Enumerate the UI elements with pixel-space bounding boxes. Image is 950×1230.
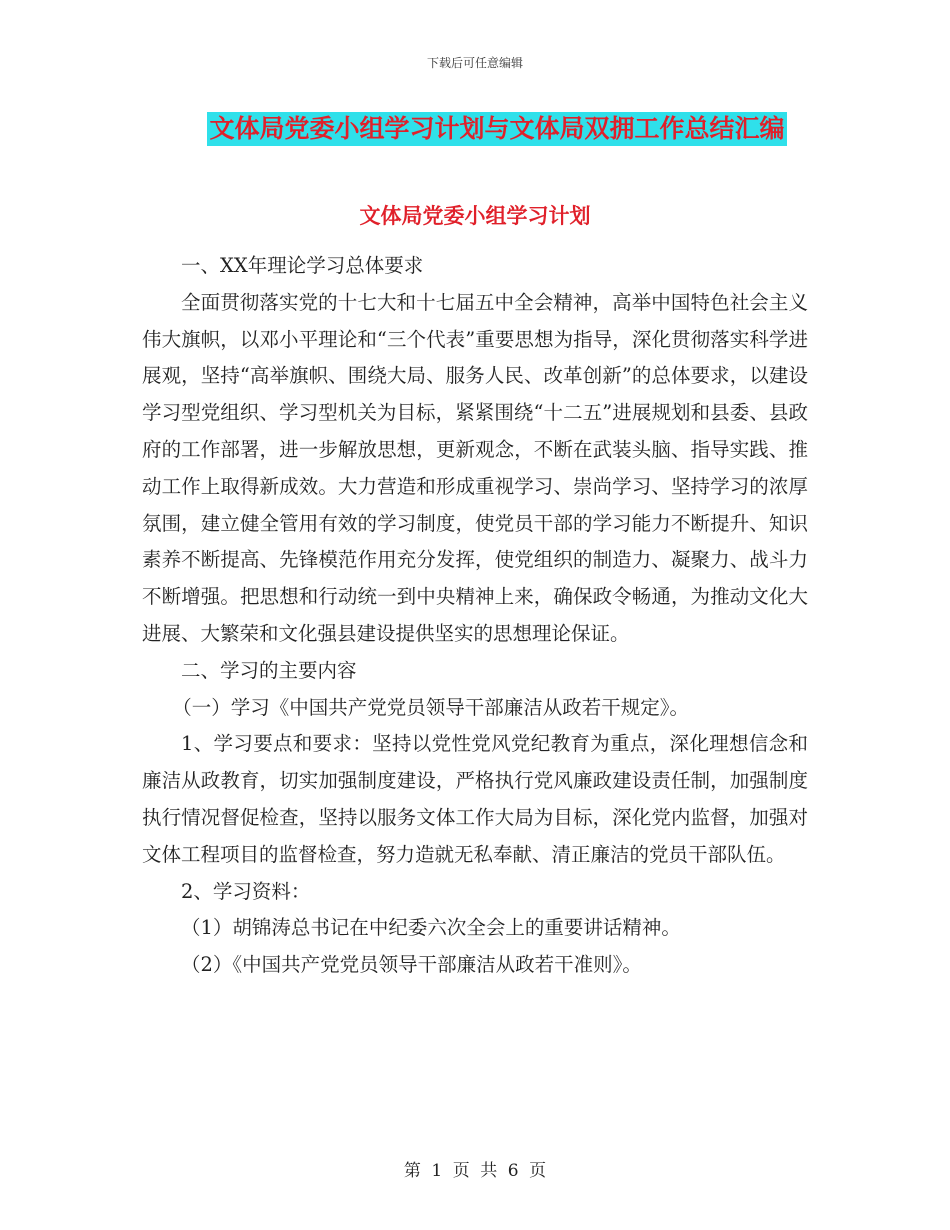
paragraph-requirements: 全面贯彻落实党的十七大和十七届五中全会精神，高举中国特色社会主义伟大旗帜，以邓小平理论和“三个代表”重要思想为指导，深化贯彻落实科学进展观，坚持“高举旗帜、围绕大局、服务人民、改革创新”的总体要求，以建设学习型党组织、学习型机关为目标，紧紧围绕“十二五”进展规划和县委、县政府的工作部署，进一步解放思想，更新观念，不断在武装头脑、指导实践、推动工作上取得新成效。大力营造和形成重视学习、崇尚学习、坚持学习的浓厚氛围，建立健全管用有效的学习制度，使党员干部的学习能力不断提升、知识素养不断提高、先锋模范作用充分发挥，使党组织的制造力、凝聚力、战斗力不断增强。把思想和行动统一到中央精神上来，确保政令畅通，为推动文化大进展、大繁荣和文化强县建设提供坚实的思想理论保证。 [142, 290, 808, 645]
material-item-1: （1）胡锦涛总书记在中纪委六次全会上的重要讲话精神。 [181, 916, 681, 940]
document-body [142, 248, 808, 984]
heading-main-content: 二、学习的主要内容 [181, 658, 357, 682]
document-title-container [0, 112, 950, 146]
section-title: 文体局党委小组学习计划 [359, 203, 591, 228]
document-title: 文体局党委小组学习计划与文体局双拥工作总结汇编 [207, 112, 786, 146]
heading-requirements: 一、XX年理论学习总体要求 [181, 254, 424, 277]
material-item-2: （2）《中国共产党党员领导干部廉洁从政若干准则》。 [181, 953, 642, 977]
subheading-regulations: （一）学习《中国共产党党员领导干部廉洁从政若干规定》。 [172, 695, 689, 719]
paragraph-key-points: 1、学习要点和要求：坚持以党性党风党纪教育为重点，深化理想信念和廉洁从政教育，切实加强制度建设，严格执行党风廉政建设责任制，加强制度执行情况督促检查，坚持以服务文体工作大局为目标，深化党内监督，加强对文体工程项目的监督检查，努力造就无私奉献、清正廉洁的党员干部队伍。 [142, 732, 808, 866]
heading-materials: 2、学习资料： [181, 879, 311, 903]
page-number-footer: 第 1 页 共 6 页 [403, 1161, 547, 1181]
page-header-note: 下载后可任意编辑 [426, 56, 523, 70]
